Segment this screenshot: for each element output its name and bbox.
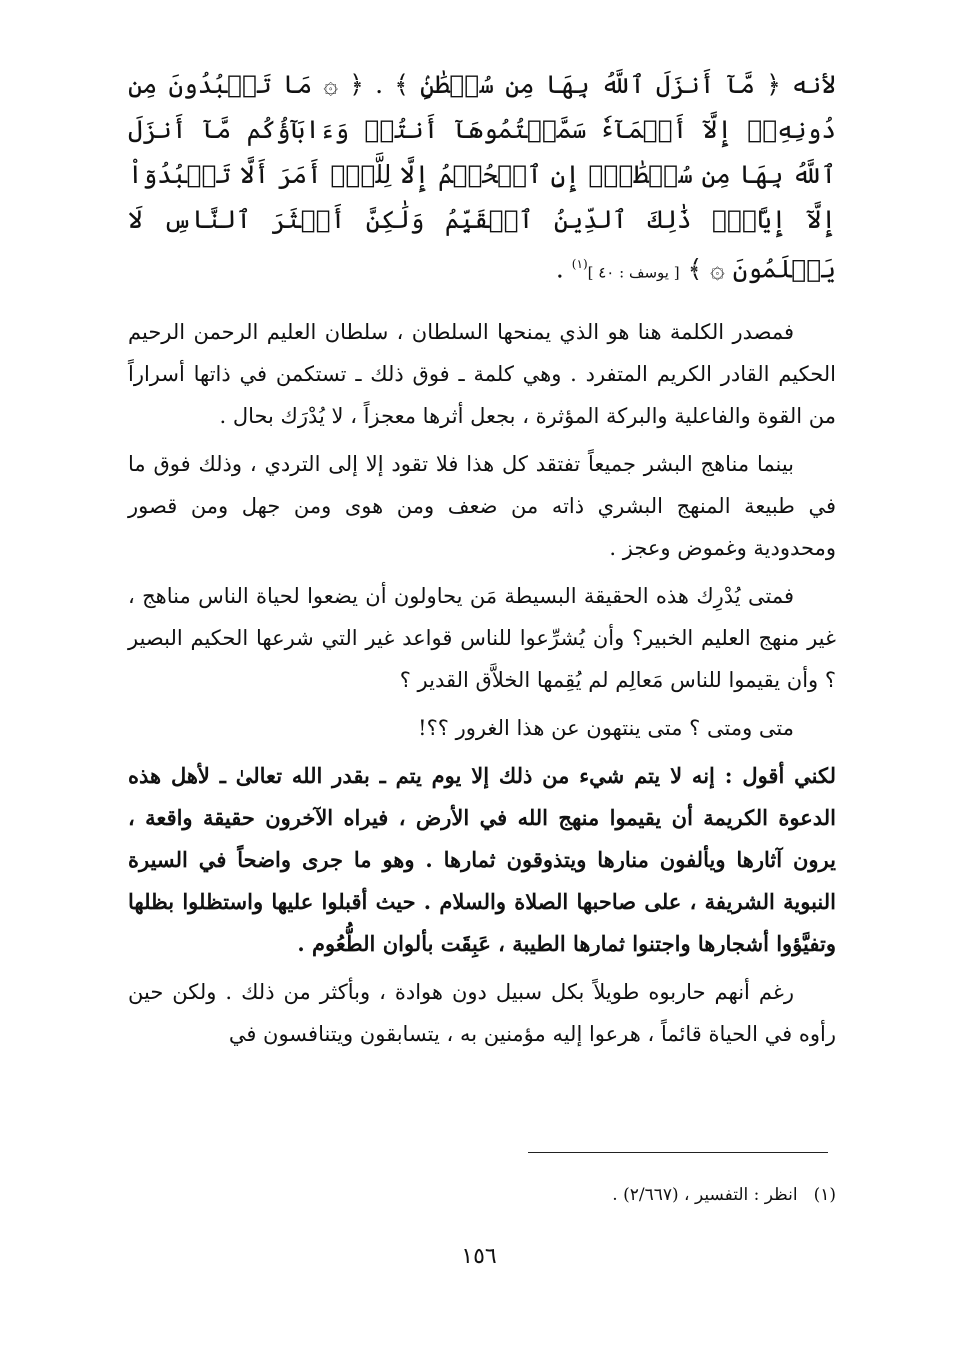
quran-verse-text: لأنه ﴿ مَّآ أَنزَلَ ٱللَّهُ بِهَا مِن سُلۡطَٰنٍۢ ﴾ . ﴿ ۞ مَا تَعۡبُدُونَ مِن دُونِهِۦٓ إِلَّآ أَسۡمَآءٗ سَمَّيۡتُمُوهَآ أَنتُمۡ وَءَابَآؤُكُم مَّآ أَنزَلَ ٱللَّهُ بِهَا مِن سُلۡطَٰنٍۚ إِنِ ٱلۡحُكۡمُ إِلَّا لِلَّهِۚ أَمَرَ أَلَّا تَعۡبُدُوٓاْ إِلَّآ إِيَّاهُۚ ذَٰلِكَ ٱلدِّينُ ٱلۡقَيِّمُ وَلَٰكِنَّ أَكۡثَرَ ٱلنَّاسِ لَا يَعۡلَمُونَ ۞ ﴾	[128, 70, 836, 284]
page-number: ١٥٦	[461, 1244, 497, 1269]
page-body	[128, 62, 836, 1061]
paragraph-last: رغم أنهم حاربوه طويلاً بكل سبيل دون هوادة ، وبأكثر من ذلك . ولكن حين رأوه في الحياة قائماً ، هرعوا إليه مؤمنين به ، يتسابقون ويتنافسون في	[128, 980, 836, 1047]
surah-reference: [ يوسف : ٤٠ ]	[587, 263, 680, 282]
footnote-number: (١)	[813, 1185, 836, 1205]
footnote	[128, 1180, 836, 1210]
paragraph-1: فمصدر الكلمة هنا هو الذي يمنحها السلطان ، سلطان العليم الرحمن الرحيم الحكيم القادر الكريم المتفرد . وهي كلمة ـ فوق ذلك ـ تستكمن في ذاتها أسراراً من القوة والفاعلية والبركة المؤثرة ، بجعل أثرها معجزاً ، لا يُدْرَك بحال .	[128, 320, 836, 429]
paragraph-4: متى ومتى ؟ متى ينتهون عن هذا الغرور ؟؟!	[418, 716, 794, 741]
quran-quote	[128, 62, 836, 295]
quran-end-mark: .	[555, 254, 572, 284]
paragraph-3: فمتى يُدْرِك هذه الحقيقة البسيطة مَن يحاولون أن يضعوا لحياة الناس مناهج ، غير منهج العليم الخبير؟ وأن يُشرِّعوا للناس قواعد غير التي شرعها الحكيم البصير ؟ وأن يقيموا للناس مَعالِم لم يُقِمها الخلاَّق القدير ؟	[128, 584, 836, 693]
footnote-text: انظر : التفسير ، (٢/٦٦٧) .	[612, 1185, 798, 1205]
bold-paragraph: لكني أقول : إنه لا يتم شيء من ذلك إلا يوم يتم ـ بقدر الله تعالىٰ ـ لأهل هذه الدعوة الكريمة أن يقيموا منهج الله في الأرض ، فيراه الآخرون حقيقة واقعة ، يرون آثارها ويألفون منارها ويتذوقون ثمارها . وهو ما جرى واضحاً في السيرة النبوية الشريفة ، على صاحبها الصلاة والسلام . حيث أقبلوا عليها واستظلوا بظلها وتفيَّؤوا أشجارها واجتنوا ثمارها الطيبة ، عَبِقَت بألوان الطُّعُوم .	[128, 763, 836, 957]
footnote-marker: (١)	[571, 257, 588, 271]
footnote-divider	[528, 1152, 828, 1153]
paragraph-2: بينما مناهج البشر جميعاً تفتقد كل هذا فلا تقود إلا إلى التردي ، وذلك فوق ما في طبيعة المنهج البشري ذاته من ضعف ومن هوى ومن جهل ومن قصور ومحدودية وغموض وعجز .	[128, 452, 836, 561]
